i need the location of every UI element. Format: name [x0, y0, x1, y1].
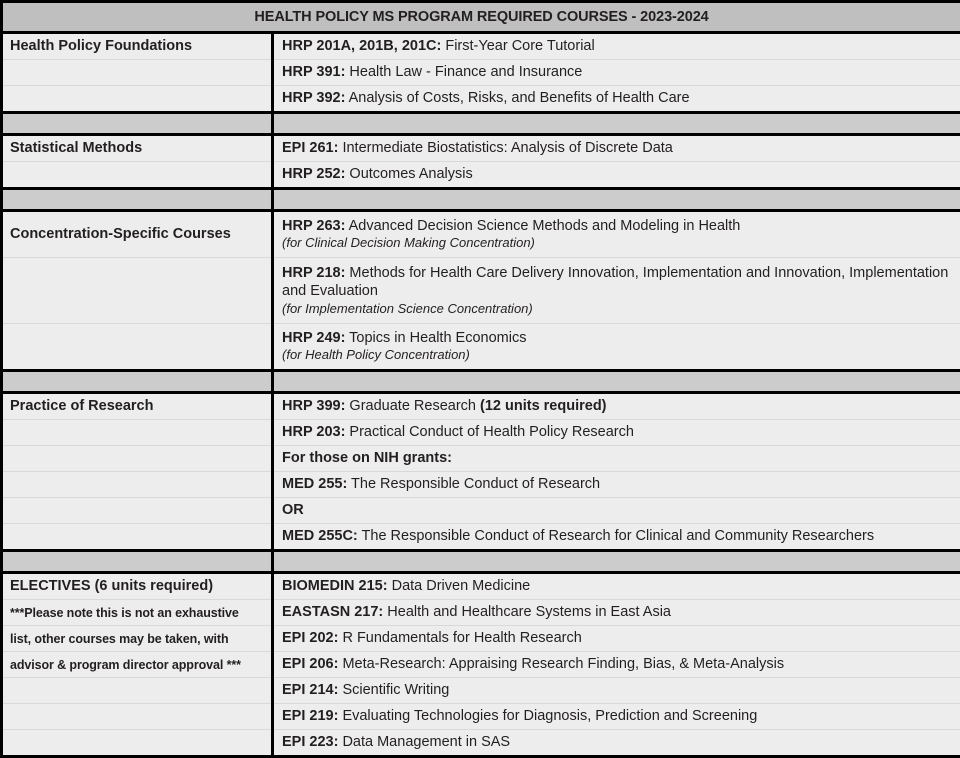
- table-row: [2, 524, 960, 551]
- category-cell-empty: [2, 472, 273, 498]
- course-cell: [273, 573, 960, 600]
- course-code: HRP 252:: [282, 166, 345, 182]
- course-cell: [273, 33, 960, 60]
- course-cell: [273, 600, 960, 626]
- course-note: (for Implementation Science Concentration): [282, 301, 954, 318]
- section-divider-right: [273, 371, 960, 393]
- course-title: R Fundamentals for Health Research: [338, 630, 581, 646]
- or-separator-label: OR: [282, 502, 304, 518]
- section-divider-left: [2, 113, 273, 135]
- course-cell: [273, 60, 960, 86]
- section-divider-right: [273, 189, 960, 211]
- course-code: MED 255C:: [282, 528, 358, 544]
- course-title: Meta-Research: Appraising Research Finding, Bias, & Meta-Analysis: [338, 656, 784, 672]
- table-row: [2, 730, 960, 757]
- course-code: EPI 206:: [282, 656, 338, 672]
- course-cell: [273, 626, 960, 652]
- course-cell: [273, 704, 960, 730]
- course-units-note: (12 units required): [480, 398, 607, 414]
- course-code: EPI 202:: [282, 630, 338, 646]
- table-row: [2, 135, 960, 162]
- electives-heading: ELECTIVES (6 units required): [2, 573, 273, 600]
- table-row: [2, 704, 960, 730]
- electives-note-line-3: advisor & program director approval ***: [2, 652, 273, 678]
- course-title: Topics in Health Economics: [345, 330, 526, 346]
- table-row: [2, 324, 960, 371]
- table-row: [2, 211, 960, 258]
- course-cell: [273, 258, 960, 324]
- category-cell-empty: [2, 498, 273, 524]
- table-row: [2, 472, 960, 498]
- course-code: MED 255:: [282, 476, 347, 492]
- course-title: The Responsible Conduct of Research: [347, 476, 600, 492]
- category-cell-empty: [2, 446, 273, 472]
- course-title: Intermediate Biostatistics: Analysis of Discrete Data: [338, 140, 672, 156]
- section-divider-left: [2, 189, 273, 211]
- course-title: First-Year Core Tutorial: [441, 38, 594, 54]
- table-body: [2, 2, 960, 757]
- course-title: Advanced Decision Science Methods and Modeling in Health: [345, 218, 740, 234]
- nih-grants-label: For those on NIH grants:: [282, 450, 452, 466]
- course-code: HRP 391:: [282, 64, 345, 80]
- course-title: Analysis of Costs, Risks, and Benefits of Health Care: [345, 90, 689, 106]
- table-row: [2, 420, 960, 446]
- course-title: Data Management in SAS: [338, 734, 510, 750]
- table-row: [2, 86, 960, 113]
- course-main-line: [282, 264, 954, 301]
- course-title: Practical Conduct of Health Policy Research: [345, 424, 634, 440]
- course-cell: [273, 324, 960, 371]
- course-cell: [273, 524, 960, 551]
- course-code: HRP 218:: [282, 265, 345, 281]
- category-label-statistical-methods: Statistical Methods: [2, 135, 273, 162]
- category-cell-empty: [2, 162, 273, 189]
- course-main-line: [282, 329, 954, 348]
- course-code: EPI 219:: [282, 708, 338, 724]
- table-row: [2, 446, 960, 472]
- section-divider: [2, 189, 960, 211]
- section-divider-right: [273, 551, 960, 573]
- course-code: EPI 261:: [282, 140, 338, 156]
- table-row: [2, 258, 960, 324]
- table-row: [2, 498, 960, 524]
- category-cell-empty: [2, 258, 273, 324]
- course-title: Health and Healthcare Systems in East Asia: [383, 604, 671, 620]
- course-cell: [273, 393, 960, 420]
- course-cell: [273, 652, 960, 678]
- course-cell: [273, 730, 960, 757]
- category-cell-empty: [2, 704, 273, 730]
- course-code: HRP 263:: [282, 218, 345, 234]
- course-cell: [273, 211, 960, 258]
- course-code: EASTASN 217:: [282, 604, 383, 620]
- table-row: [2, 162, 960, 189]
- section-divider-left: [2, 371, 273, 393]
- category-cell-empty: [2, 420, 273, 446]
- course-title: Data Driven Medicine: [388, 578, 531, 594]
- course-code: HRP 392:: [282, 90, 345, 106]
- course-title: Scientific Writing: [338, 682, 449, 698]
- course-code: HRP 399:: [282, 398, 345, 414]
- electives-note-line-1: ***Please note this is not an exhaustive: [2, 600, 273, 626]
- section-divider: [2, 371, 960, 393]
- course-title: Methods for Health Care Delivery Innovation, Implementation and Innovation, Implementation and Evaluation: [282, 265, 948, 300]
- course-title: Graduate Research: [345, 398, 480, 414]
- category-label-health-policy-foundations: Health Policy Foundations: [2, 33, 273, 60]
- course-cell: [273, 135, 960, 162]
- page-title: HEALTH POLICY MS PROGRAM REQUIRED COURSES - 2023-2024: [2, 2, 960, 33]
- category-cell-empty: [2, 730, 273, 757]
- course-main-line: [282, 217, 954, 236]
- course-code: BIOMEDIN 215:: [282, 578, 388, 594]
- course-title: The Responsible Conduct of Research for Clinical and Community Researchers: [358, 528, 874, 544]
- category-label-practice-of-research: Practice of Research: [2, 393, 273, 420]
- course-code: EPI 214:: [282, 682, 338, 698]
- course-code: EPI 223:: [282, 734, 338, 750]
- category-cell-empty: [2, 524, 273, 551]
- course-code: HRP 203:: [282, 424, 345, 440]
- course-title: Evaluating Technologies for Diagnosis, Prediction and Screening: [338, 708, 757, 724]
- table-title-row: [2, 2, 960, 33]
- course-title: Health Law - Finance and Insurance: [345, 64, 582, 80]
- course-note: (for Clinical Decision Making Concentration): [282, 235, 954, 252]
- course-code: HRP 249:: [282, 330, 345, 346]
- course-note: (for Health Policy Concentration): [282, 347, 954, 364]
- table-row: [2, 652, 960, 678]
- table-row: [2, 393, 960, 420]
- table-row: [2, 33, 960, 60]
- course-cell: [273, 498, 960, 524]
- section-divider: [2, 113, 960, 135]
- table-row: [2, 678, 960, 704]
- category-cell-empty: [2, 86, 273, 113]
- course-cell: [273, 162, 960, 189]
- section-divider-right: [273, 113, 960, 135]
- electives-note-line-2: list, other courses may be taken, with: [2, 626, 273, 652]
- course-code: HRP 201A, 201B, 201C:: [282, 38, 441, 54]
- table-row: [2, 60, 960, 86]
- course-title: Outcomes Analysis: [345, 166, 472, 182]
- course-cell: [273, 678, 960, 704]
- category-label-concentration-specific-courses: Concentration-Specific Courses: [2, 211, 273, 258]
- table-row: [2, 626, 960, 652]
- section-divider: [2, 551, 960, 573]
- category-cell-empty: [2, 60, 273, 86]
- course-cell: [273, 446, 960, 472]
- category-cell-empty: [2, 678, 273, 704]
- section-divider-left: [2, 551, 273, 573]
- course-cell: [273, 472, 960, 498]
- course-cell: [273, 86, 960, 113]
- table-row: [2, 573, 960, 600]
- table-row: [2, 600, 960, 626]
- course-cell: [273, 420, 960, 446]
- category-cell-empty: [2, 324, 273, 371]
